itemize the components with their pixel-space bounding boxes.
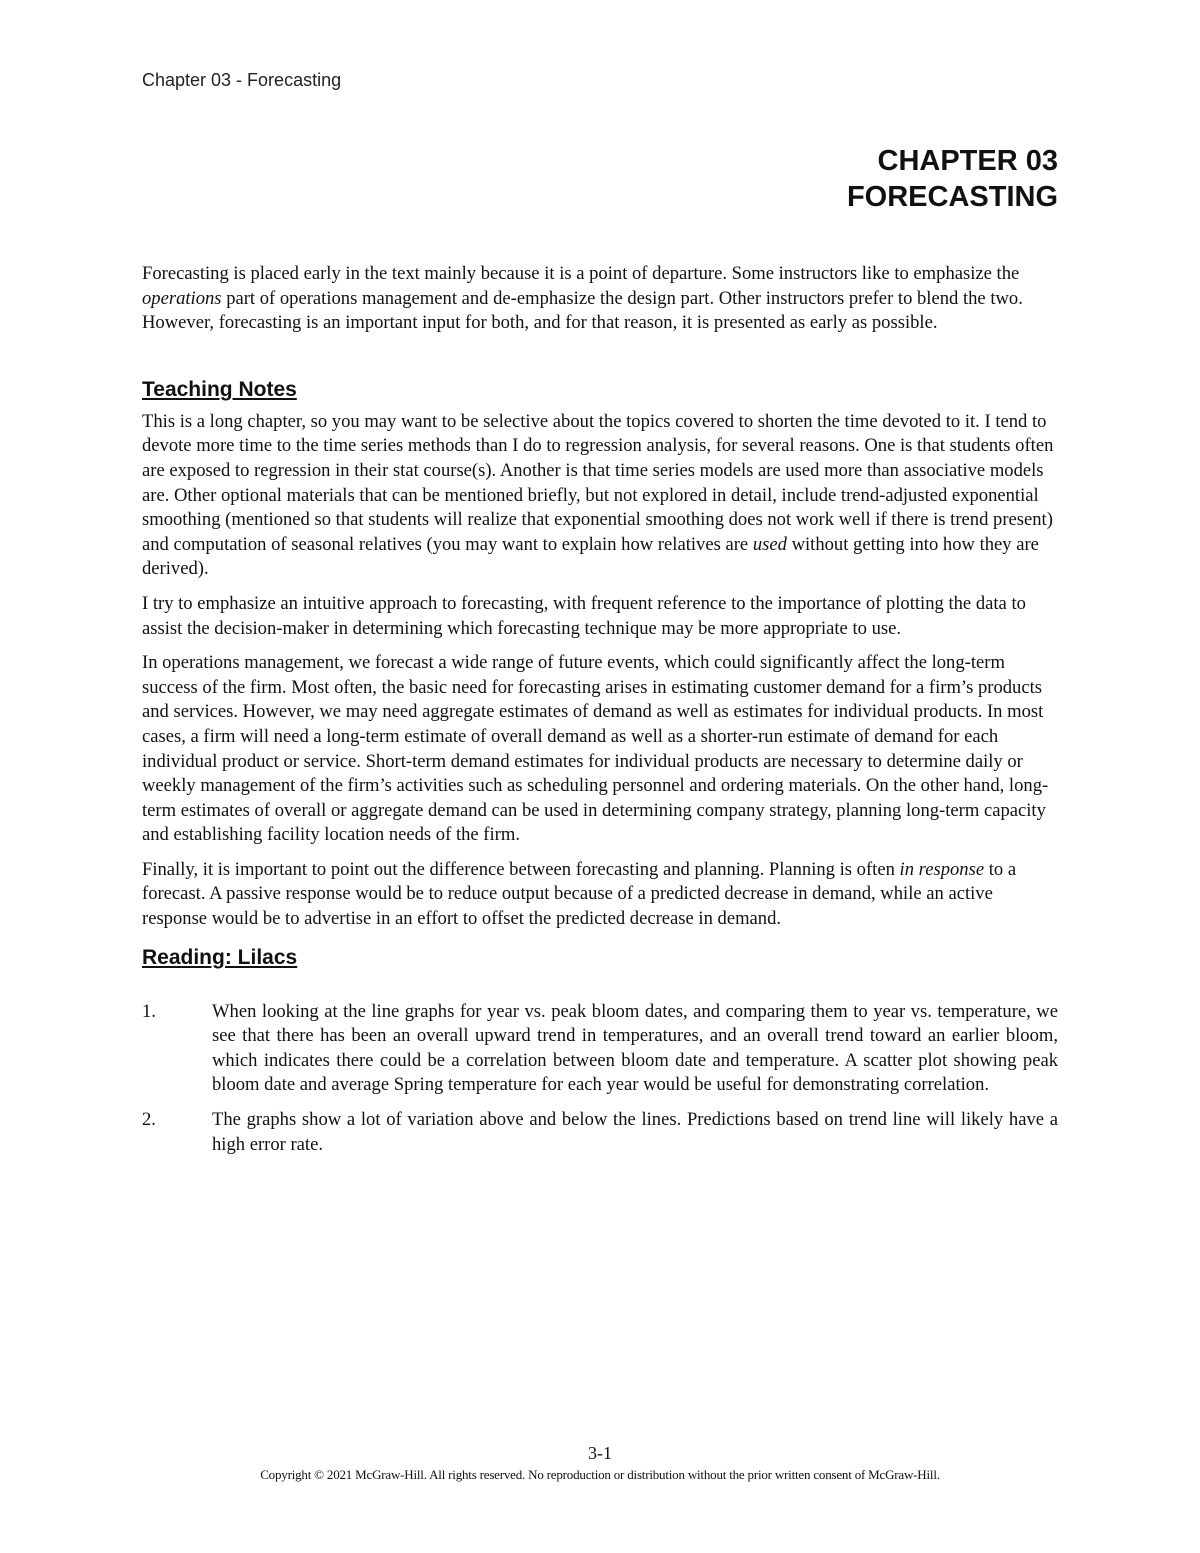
chapter-title <box>847 143 1058 215</box>
chapter-title-line2: FORECASTING <box>846 181 1058 213</box>
page-number: 3-1 <box>588 1443 612 1463</box>
tn-p4-text-2: to a forecast. A passive response would be to reduce output because of a predicted decrease in demand, while an active response would be to advertise in an effort to offset the predicted decrease in demand. <box>142 858 1017 930</box>
intro-text-1: Forecasting is placed early in the text mainly because it is a point of departure. Some instructors like to emphasize the <box>142 263 1020 284</box>
copyright-notice: Copyright © 2021 McGraw-Hill. All rights reserved. No reproduction or distribution without the prior written consent of McGraw-Hill. <box>260 1467 940 1482</box>
tn-p4-text-1: Finally, it is important to point out the difference between forecasting and planning. Planning is often <box>142 858 900 880</box>
list-item <box>142 1108 1058 1157</box>
body-content <box>142 262 1058 1167</box>
list-item-text: The graphs show a lot of variation above and below the lines. Predictions based on trend line will likely have a high error rate. <box>212 1109 1058 1155</box>
list-item-number: 2. <box>142 1109 156 1131</box>
teaching-notes-heading: Teaching Notes <box>142 377 297 401</box>
intro-emphasis: operations <box>142 287 222 309</box>
list-item <box>142 1000 1058 1098</box>
running-header: Chapter 03 - Forecasting <box>142 70 342 90</box>
teaching-notes-paragraph-1 <box>142 410 1058 582</box>
tn-p4-emphasis: in response <box>899 858 985 880</box>
teaching-notes-paragraph-3: In operations management, we forecast a wide range of future events, which could significantly affect the long-term success of the firm. Most often, the basic need for forecasting arises in estimating customer demand for a firm’s products and services. However, we may need aggregate estimates of demand as well as estimates for individual products. In most cases, a firm will need a long-term estimate of overall demand as well as a shorter-run estimate of demand for each individual product or service. Short-term demand estimates for individual products are necessary to determine daily or weekly management of the firm’s activities such as scheduling personnel and ordering materials. On the other hand, long-term estimates of overall or aggregate demand can be used in determining company strategy, planning long-term capacity and establishing facility location needs of the firm. <box>142 652 1049 846</box>
list-item-number: 1. <box>142 1000 156 1022</box>
intro-text-2: part of operations management and de-emphasize the design part. Other instructors prefer to blend the two. However, forecasting is an important input for both, and for that reason, it is presented as early as possible. <box>142 287 1023 334</box>
chapter-title-line1: CHAPTER 03 <box>877 145 1058 177</box>
teaching-notes-paragraph-4 <box>142 858 1058 932</box>
tn-p1-emphasis: used <box>752 533 787 555</box>
tn-p1-text-1: This is a long chapter, so you may want to be selective about the topics covered to shorten the time devoted to it. I tend to devote more time to the time series methods than I do to regression analysis, for several reasons. One is that students often are exposed to regression in their stat course(s). Another is that time series models are used more than associative models are. Other optional materials that can be mentioned briefly, but not explored in detail, include trend-adjusted exponential smoothing (mentioned so that students will realize that exponential smoothing does not work well if there is trend present) and computation of seasonal relatives (you may want to explain how relatives are <box>142 410 1054 555</box>
reading-heading: Reading: Lilacs <box>142 945 298 969</box>
intro-paragraph <box>142 262 1058 336</box>
teaching-notes-paragraph-2: I try to emphasize an intuitive approach to forecasting, with frequent reference to the importance of plotting the data to assist the decision-maker in determining which forecasting technique may be more appropriate to use. <box>142 592 1026 639</box>
list-item-text: When looking at the line graphs for year vs. peak bloom dates, and comparing them to year vs. temperature, we see that there has been an overall upward trend in temperatures, and an overall trend toward an earlier bloom, which indicates there could be a correlation between bloom date and temperature. A scatter plot showing peak bloom date and average Spring temperature for each year would be useful for demonstrating correlation. <box>212 1000 1058 1096</box>
tn-p1-text-2: without getting into how they are derived). <box>142 533 1039 580</box>
